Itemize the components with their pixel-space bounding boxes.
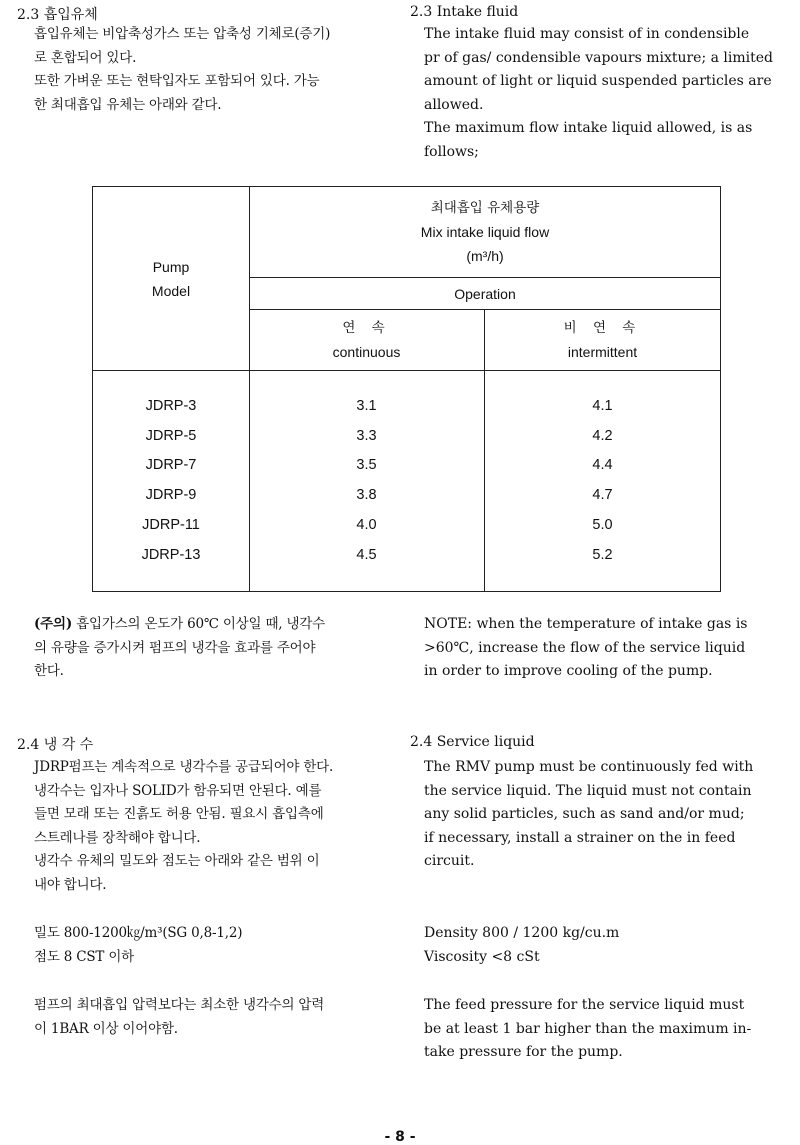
note-text-kr: (주의) 흡입가스의 온도가 60℃ 이상일 때, 냉각수 의 유량을 증가시켜 펌프의 냉각을 효과를 주어야 한다. [34,616,325,680]
table-divider [93,370,721,371]
note-label: (주의) [34,616,73,632]
table-cell-continuous: 4.5 [356,546,377,563]
table-cell-model: JDRP-9 [145,487,197,504]
density-text-kr: 밀도 800-1200㎏/m³(SG 0,8-1,2) 점도 8 CST 이하 [34,925,243,965]
table-cell-intermittent: 4.2 [592,427,613,444]
continuous-column [249,392,484,570]
section-2-4-text-en: The RMV pump must be continuously fed with the service liquid. The liquid must not contain any solid particles, such as sand and/or mud; if necessary, install a strainer on the in feed circuit. [424,759,754,870]
section-2-3-text-kr: 흡입유체는 비압축성가스 또는 압축성 기체로(증기) 로 혼합되어 있다. 또한 가벼운 또는 현탁입자도 포함되어 있다. 가능 한 최대흡입 유체는 아래와 같다. [34,26,331,113]
table-cell-intermittent: 5.2 [592,546,613,563]
pressure-text-kr: 펌프의 최대흡입 압력보다는 최소한 냉각수의 압력 이 1BAR 이상 이어야함. [34,997,325,1037]
table-cell-continuous: 3.3 [356,427,377,444]
section-2-4-title-en: 2.4 Service liquid [410,734,535,750]
table-divider [249,309,721,310]
flow-header: 최대흡입 유체용량 Mix intake liquid flow (m³/h) [420,200,550,264]
table-cell-model: JDRP-3 [145,398,197,414]
flow-table [92,186,721,592]
table-cell-continuous: 3.1 [356,398,377,414]
page-number: - 8 - [384,1129,416,1145]
section-2-4-title-kr: 2.4 냉 각 수 [17,737,94,753]
table-cell-intermittent: 5.0 [592,516,613,533]
operation-header: Operation [454,286,516,302]
table-cell-continuous: 4.0 [356,516,377,533]
pressure-text-en: The feed pressure for the service liquid must be at least 1 bar higher than the maximum in- take pressure for the pump. [424,997,752,1061]
density-text-en: Density 800 / 1200 kg/cu.m Viscosity <8 cSt [424,925,620,965]
table-cell-model: JDRP-7 [145,457,197,474]
intermittent-header: 비 연 속 intermittent [563,320,642,360]
table-cell-model: JDRP-13 [141,546,201,563]
section-2-3-text-en: The intake fluid may consist of in condensible pr of gas/ condensible vapours mixture; a limited amount of light or liquid suspended particles are allowed. The maximum flow intake liquid allowed, is as follows; [424,26,774,160]
section-2-3-title-en: 2.3 Intake fluid [410,4,519,20]
section-2-4-text-kr: JDRP펌프는 계속적으로 냉각수를 공급되어야 한다. 냉각수는 입자나 SOLID가 함유되면 안된다. 예를 들면 모래 또는 진흙도 허용 안됨. 필요시 흡입측에 스트레나를 장착해야 합니다. 냉각수 유체의 밀도와 점도는 아래와 같은 범위 이 내야 합니다. [34,759,334,893]
table-cell-continuous: 3.8 [356,487,377,504]
table-cell-intermittent: 4.4 [592,457,613,474]
model-column [93,392,249,570]
continuous-header: 연 속 continuous [332,320,401,360]
table-divider [249,277,721,278]
table-cell-intermittent: 4.7 [592,487,613,504]
section-2-3-title-kr: 2.3 흡입유체 [17,7,98,23]
pump-model-header: Pump Model [151,259,191,299]
table-cell-model: JDRP-11 [142,516,200,533]
intermittent-column [484,392,721,570]
table-cell-continuous: 3.5 [356,457,377,474]
table-cell-intermittent: 4.1 [592,398,613,414]
note-text-en: NOTE: when the temperature of intake gas is >60℃, increase the flow of the service liquid in order to improve cooling of the pump. [424,616,748,680]
table-cell-model: JDRP-5 [145,427,197,444]
